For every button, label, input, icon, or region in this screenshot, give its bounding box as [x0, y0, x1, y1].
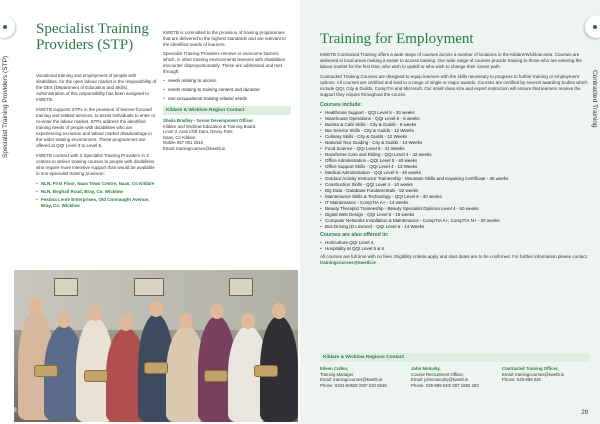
person-head [210, 303, 224, 319]
contact-heading-bar: Kildare & Wicklow Region Contact [163, 106, 291, 115]
person-head [179, 313, 193, 329]
contact-block [163, 118, 291, 152]
contact-line: Level 3, Aras Chill Dara, Devoy Park, [163, 129, 234, 135]
person-head [149, 301, 163, 317]
contact-phone: Phone: 0404-60500 /087-220 5849 [320, 382, 387, 388]
contact-name: Eileen Cullen, [320, 366, 349, 371]
contact-email[interactable]: Email: trainingcourses@kwetb.ie [320, 377, 383, 383]
contact-card [502, 366, 590, 388]
contact-email[interactable]: Email: johnmulcahy@kwetb.ie [411, 377, 469, 383]
list-item: • Horticulture QQI Level 4, [320, 240, 590, 246]
section-title: Training for Employment [320, 31, 474, 47]
course-item: • Bar Service Skills - City & Guilds - 12 Weeks [320, 128, 590, 134]
contact-grid [320, 366, 590, 388]
contact-name: Contracted Training Officer, [502, 366, 559, 371]
contact-card [320, 366, 408, 388]
paragraph: Specialist Training Providers remove or overcome barriers which, in other training environments learners with disabilities encounter disproportionately. These are addressed and met through: [163, 51, 286, 74]
course-item: • Maintenance Skills & Technology - QQI Level 6 - 40 weeks [320, 194, 590, 200]
contact-heading-bar: Kildare & Wicklow Regions Contact [320, 353, 590, 362]
courses-heading: Courses include: [320, 102, 363, 108]
person-head [119, 315, 133, 331]
course-list [320, 110, 590, 230]
contact-email[interactable]: Email: trainingcourses@kwetb.ie [163, 145, 226, 151]
course-item: • Big Data - Database Fundamentals - 52 weeks [320, 188, 590, 194]
list-item: • needs relating to training content and duration [163, 87, 291, 93]
paragraph: Contracted Training Courses are designed to equip learners with the skills necessary to progress to further training or employment options. All courses are certified and lead to a range of single or major awards. Courses are certified by several awarding bodies which include QQI, City & Guilds, CompTIA and Microsoft. Our small class size and expert instruction will ensure that learners receive the support they require throughout the course. [320, 74, 588, 97]
course-item: • Beauty Therapist Traineeship - Beauty Specialist Diploma Level 4 - 50 weeks [320, 206, 590, 212]
list-item: • Festina Lente Enterprises, Old Connaught Avenue, Bray, Co. Wicklow [36, 197, 158, 209]
person-head [88, 305, 102, 321]
page-number: 28 [10, 408, 17, 414]
person-head [272, 303, 286, 319]
tab-notch-icon [585, 16, 600, 38]
course-item: • Outdoor Activity Instructor Traineeship - Mountain Skills and Kayaking Certificate - 45 weeks [320, 176, 590, 182]
contact-card [411, 366, 499, 388]
course-item: • Office Support Skills - QQI Level 4 - 13 Weeks [320, 164, 590, 170]
course-item: • Warehouse Operations - QQI Level 5 - 9 weeks [320, 116, 590, 122]
page-title: Specialist Training Providers (STP) [36, 21, 149, 53]
course-item: • National Tour Guiding - City & Guilds - 14 Weeks [320, 140, 590, 146]
list-item: • NLN, Boghall Road, Bray, Co. Wicklow [36, 189, 158, 195]
contact-email[interactable]: Email: trainingcourses@kwetb.ie [502, 371, 565, 377]
list-item: • non-occupational training-related needs [163, 96, 291, 102]
contact-role: Course Recruitment Officer, [411, 371, 464, 377]
paragraph: KWETB contract with 2 Specialist Training Providers in 3 centres to deliver training courses to people with disabilities who require more intensive support than would be available in non-specialist training provision: [36, 153, 155, 176]
side-tab-label: Specialist Training Providers (STP) [2, 55, 9, 158]
contact-phone: Mobile 087 061 2610 [163, 140, 204, 146]
contact-email-link[interactable]: trainingcourses@kwetb.ie [320, 260, 376, 265]
contact-line: Kildare and Wicklow Education & Training Board, [163, 123, 257, 129]
course-item: • IT Maintenance - CompTIA A+ - 14 weeks [320, 200, 590, 206]
left-column-b [163, 30, 291, 152]
course-item: • Food Science - QQI Level 5 - 41 Weeks [320, 146, 590, 152]
contact-name: Sheila Bradley - Senior Development Officer [163, 118, 254, 123]
basket [254, 365, 278, 377]
contact-phone: Phone: 045-988 040/ 087 1655 283 [411, 382, 479, 388]
course-item: • Office Administration - QQI Level 5 - 40 weeks [320, 158, 590, 164]
page-number: 29 [581, 410, 588, 416]
online-heading: Courses are also offered in: [320, 232, 389, 238]
paragraph: Vocational training and employment of people with disabilities, for the open labour market is the responsibility of the DES (Department of Education and Skills). Administration of this responsibility has been assigned to KWETB. [36, 73, 157, 102]
contact-line: Naas, Co Kildare [163, 134, 196, 140]
contact-phone: Phone: 045-988 036 [502, 377, 541, 383]
group-photo [14, 270, 298, 422]
basket [144, 362, 168, 374]
right-column [320, 52, 590, 270]
wall-picture [54, 278, 78, 296]
course-item: • Digital Web Design - QQI Level 5 - 15 weeks [320, 212, 590, 218]
paragraph: KWETB supports STPs in the provision of learner-focused training and related services, to assist individuals to enter or re-enter the labour market. STPs address the identified training needs of people with disabilities who are experiencing exclusion and labour market disadvantage in the wider training environment. These programmes are offered at QQI Level 3 to Level 5. [36, 107, 156, 148]
course-item: • Culinary Skills - City & Guilds - 12 Weeks [320, 134, 590, 140]
left-column-a [36, 73, 158, 211]
side-tab-left [0, 30, 14, 160]
contact-role: Training Manager [320, 371, 354, 377]
course-item: • Computer Networks Installation & Maintenance - CompTIA A+, CompTIA N+ - 30 weeks [320, 218, 590, 224]
closing-text: All courses are full time with no fees. Eligibility criteria apply and start dates are to be confirmed. For further information please contact [320, 254, 587, 259]
list-item: • needs relating to access [163, 78, 291, 84]
course-item: • Construction Skills - QQI Level 4 - 10 weeks [320, 182, 590, 188]
person-head [29, 298, 43, 314]
list-item: • NLN, First Floor, Naas Town Centre, Naas, Co Kildare [36, 181, 158, 187]
tab-notch-icon [0, 16, 15, 38]
course-item: • Healthcare Support - QQI Level 5 - 33 weeks [320, 110, 590, 116]
contact-name: John Mulcahy, [411, 366, 441, 371]
basket [84, 370, 108, 382]
course-item: • Racehorse Care and Riding - QQI Level 4 - 42 weeks [320, 152, 590, 158]
basket [34, 365, 58, 377]
list-item: • Hospitality at QQI Level 5 & 6 [320, 246, 590, 252]
needs-list [163, 78, 291, 102]
regions-contact [320, 353, 590, 388]
closing-paragraph [320, 254, 590, 266]
person-head [57, 312, 71, 328]
side-tab-label: Contracted Training [591, 70, 598, 128]
online-list [320, 240, 590, 252]
course-item: • Medical Administration - QQI Level 5 - 49 weeks [320, 170, 590, 176]
address-list [36, 181, 158, 209]
course-item: • Bus Driving (D Licence) - QQI Level 5 - 14 Weeks [320, 224, 590, 230]
wall-picture [134, 278, 164, 296]
basket [204, 370, 228, 382]
wall-picture [229, 278, 253, 296]
paragraph: KWETB Contracted Training offers a wide range of courses across a number of locations in the Kildare/Wicklow area. Courses are delivered in local areas making it easier to access training. Our wide range of courses provide training to those who are entering the labour market for the first time, who wish to upskill or who wish to change their career path. [320, 52, 582, 69]
paragraph: KWETB is committed to the provision of training programmes that are delivered to the highest standards and are relevant to the identified needs of learners. [163, 30, 286, 47]
person-head [241, 313, 255, 329]
course-item: • Barista & Café Skills - City & Guilds - 9 weeks [320, 122, 590, 128]
